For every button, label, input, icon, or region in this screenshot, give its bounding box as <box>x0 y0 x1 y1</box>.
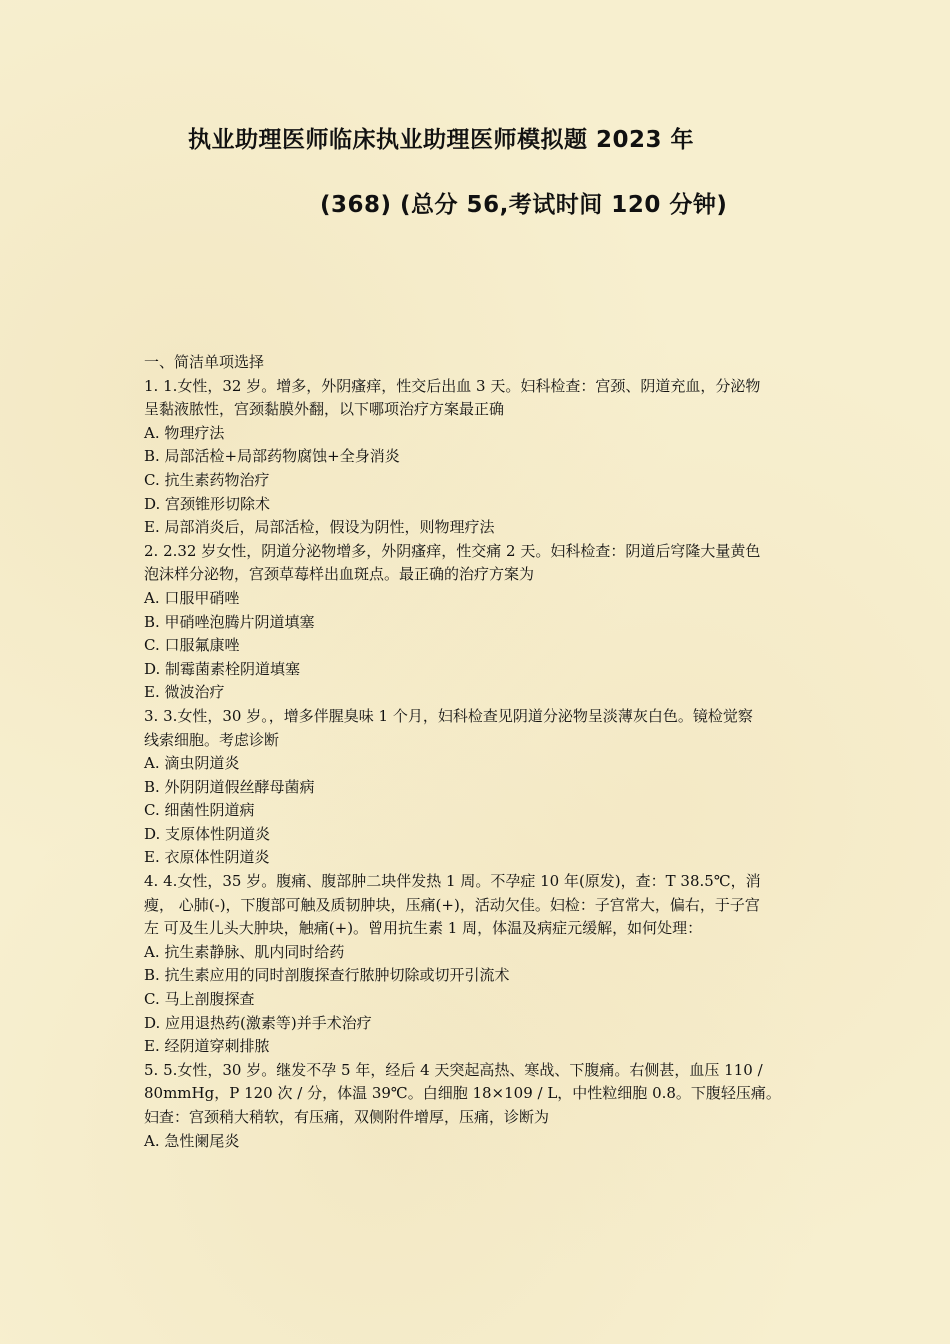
question-stem-line: 80mmHg，P 120 次 / 分，体温 39℃。白细胞 18×109 / L，中性粒细胞 0.8。下腹轻压痛。 <box>144 1084 781 1103</box>
question-list <box>144 351 819 1153</box>
option-e: E. 局部消炎后，局部活检，假设为阴性，则物理疗法 <box>144 518 495 537</box>
option-d: D. 应用退热药(激素等)并手术治疗 <box>144 1013 372 1032</box>
option-d: D. 宫颈锥形切除术 <box>144 494 271 513</box>
option-c: C. 抗生素药物治疗 <box>144 470 270 489</box>
option-b: B. 局部活检+局部药物腐蚀+全身消炎 <box>144 447 400 466</box>
option-b: B. 外阴阴道假丝酵母菌病 <box>144 777 315 796</box>
question-stem-line: 4. 4.女性，35 岁。腹痛、腹部肿二块伴发热 1 周。不孕症 10 年(原发)，查：T 38.5℃，消 <box>144 872 761 891</box>
option-e: E. 微波治疗 <box>144 683 225 702</box>
question-stem-line: 妇查：宫颈稍大稍软，有压痛，双侧附件增厚，压痛，诊断为 <box>144 1108 550 1126</box>
option-e: E. 衣原体性阴道炎 <box>144 848 270 867</box>
option-a: A. 物理疗法 <box>144 423 225 442</box>
option-a: A. 口服甲硝唑 <box>144 588 240 607</box>
document-title-line1: 执业助理医师临床执业助理医师模拟题 2023 年 <box>188 127 695 153</box>
question-stem-line: 2. 2.32 岁女性，阴道分泌物增多，外阴瘙痒，性交痛 2 天。妇科检查：阴道后穹隆大量黄色 <box>144 541 761 560</box>
question-stem-line: 呈黏液脓性，宫颈黏膜外翻，以下哪项治疗方案最正确 <box>144 400 505 419</box>
question-4 <box>144 870 819 1059</box>
question-stem-line: 左 可及生儿头大肿块，触痛(+)。曾用抗生素 1 周，体温及病症元缓解，如何处理： <box>144 919 703 938</box>
question-3 <box>144 705 819 870</box>
section-heading: 一、简洁单项选择 <box>144 353 265 371</box>
question-1 <box>144 375 819 540</box>
option-a: A. 急性阑尾炎 <box>144 1131 240 1150</box>
option-d: D. 制霉菌素栓阴道填塞 <box>144 659 301 678</box>
option-e: E. 经阴道穿刺排脓 <box>144 1037 270 1056</box>
option-b: B. 甲硝唑泡腾片阴道填塞 <box>144 612 315 631</box>
option-d: D. 支原体性阴道炎 <box>144 824 271 843</box>
document-title-line2: (368) (总分 56,考试时间 120 分钟) <box>320 192 728 218</box>
question-stem-line: 5. 5.女性，30 岁。继发不孕 5 年，经后 4 天突起高热、寒战、下腹痛。右侧甚，血压 110 / <box>144 1060 763 1079</box>
question-5 <box>144 1059 819 1153</box>
question-stem-line: 1. 1.女性，32 岁。增多，外阴瘙痒，性交后出血 3 天。妇科检查：宫颈、阴道充血，分泌物 <box>144 376 761 395</box>
option-b: B. 抗生素应用的同时剖腹探查行脓肿切除或切开引流术 <box>144 966 510 985</box>
option-a: A. 抗生素静脉、肌内同时给药 <box>144 942 345 961</box>
question-stem-line: 瘦， 心肺(-)，下腹部可触及质韧肿块，压痛(+)，活动欠佳。妇检：子宫常大，偏右，于子宫 <box>144 895 760 914</box>
option-c: C. 细菌性阴道病 <box>144 801 255 820</box>
option-a: A. 滴虫阴道炎 <box>144 754 240 773</box>
question-stem-line: 线索细胞。考虑诊断 <box>144 730 280 749</box>
option-c: C. 马上剖腹探查 <box>144 990 255 1009</box>
option-c: C. 口服氟康唑 <box>144 636 240 655</box>
question-2 <box>144 540 819 705</box>
question-stem-line: 泡沫样分泌物，宫颈草莓样出血斑点。最正确的治疗方案为 <box>144 565 535 584</box>
question-stem-line: 3. 3.女性，30 岁。，增多伴腥臭味 1 个月，妇科检查见阴道分泌物呈淡薄灰白色。镜检觉察 <box>144 706 753 725</box>
